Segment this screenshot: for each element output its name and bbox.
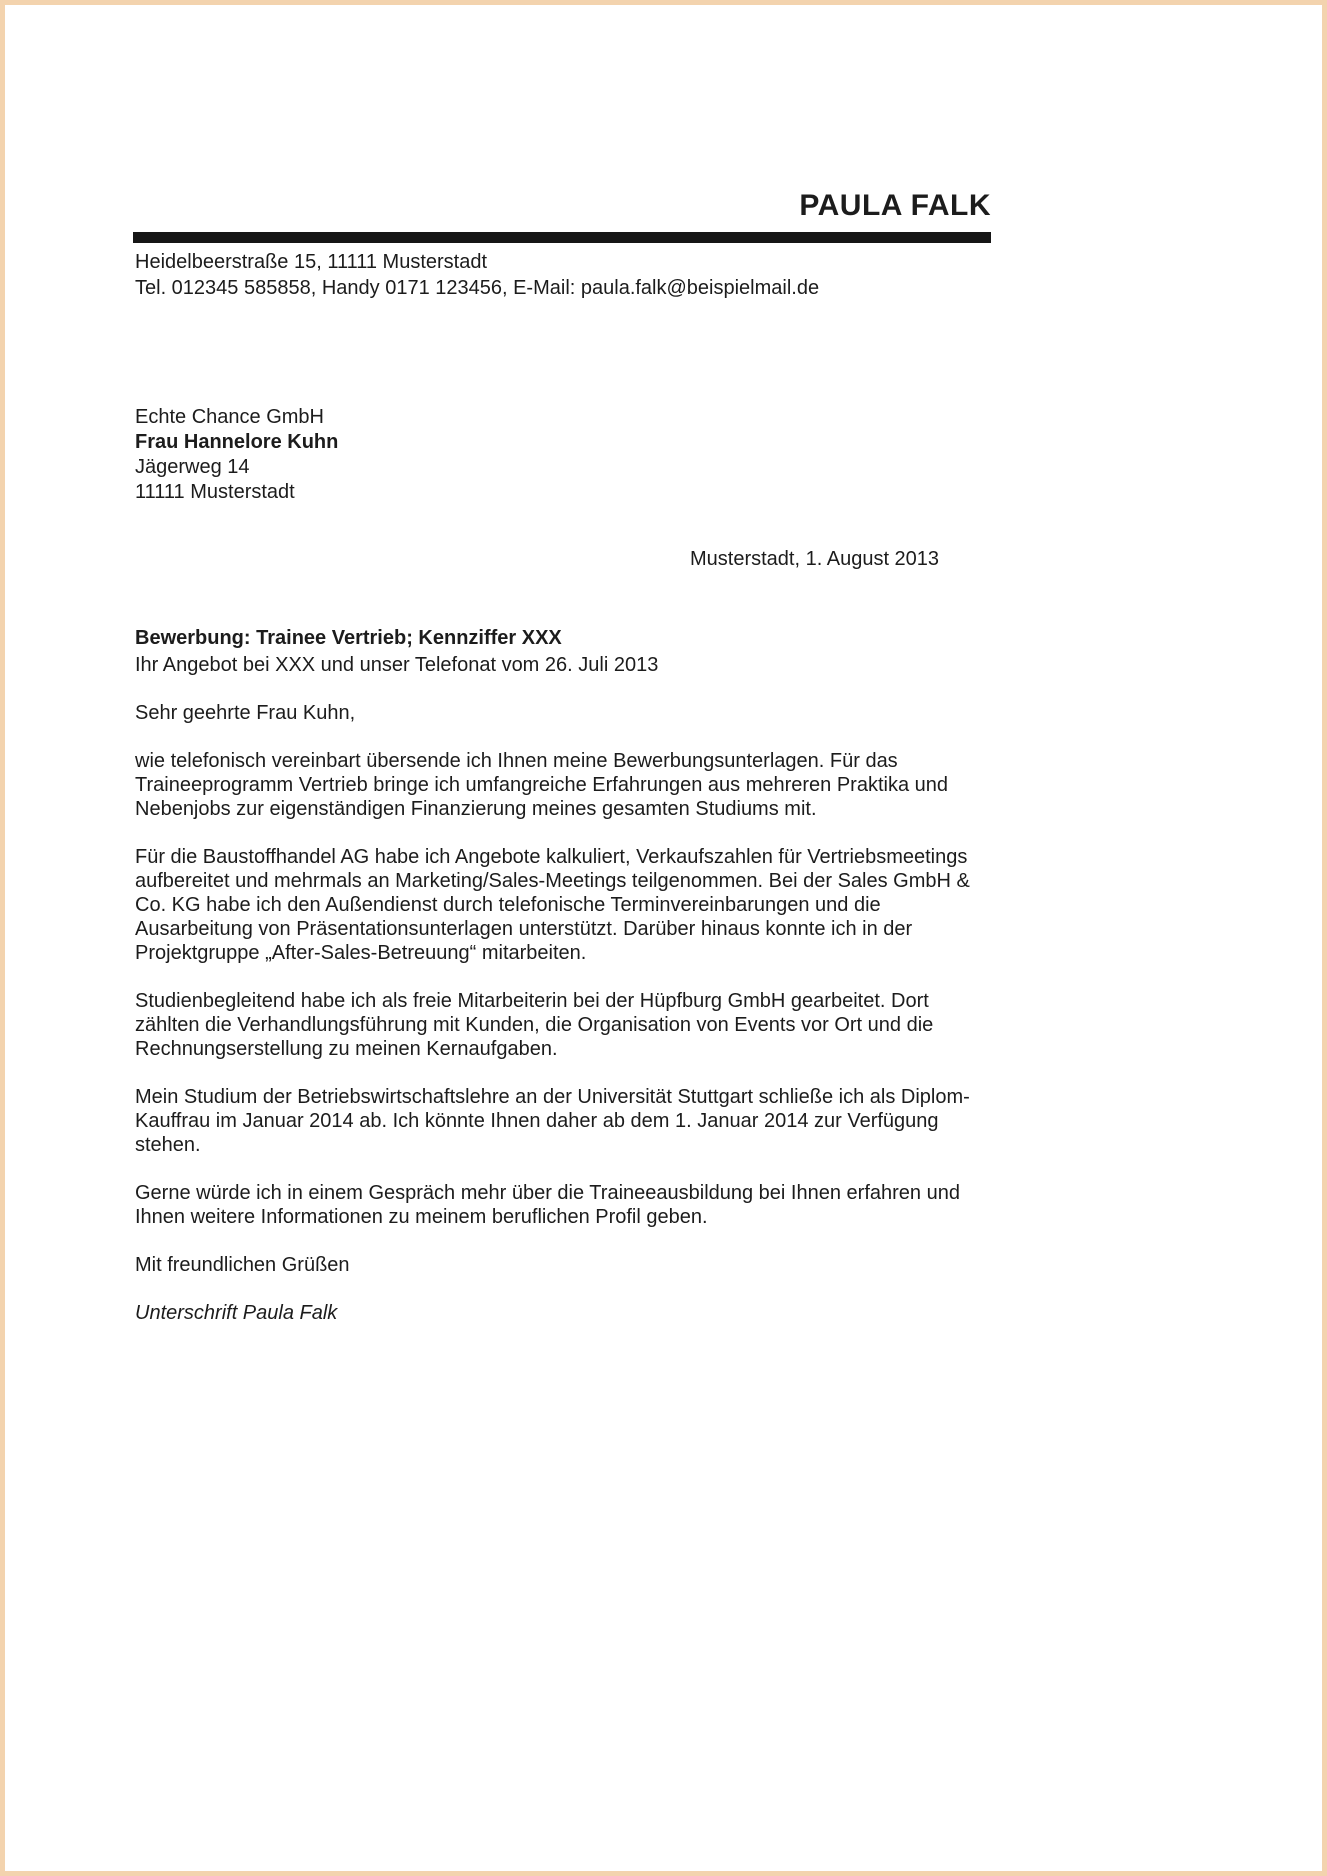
- paragraph-3: Studienbegleitend habe ich als freie Mitarbeiterin bei der Hüpfburg GmbH gearbeitet. Dort zählten die Verhandlungsführung mit Kunden, die Organisation von Events vor Ort und die Rechnungserstellung zu meinen Kernaufgaben.: [135, 990, 934, 1060]
- recipient-city: 11111 Musterstadt: [135, 481, 295, 503]
- letterhead-divider: [133, 232, 991, 243]
- sender-name: PAULA FALK: [799, 189, 991, 222]
- closing: Mit freundlichen Grüßen: [135, 1254, 350, 1276]
- paragraph-1: wie telefonisch vereinbart übersende ich Ihnen meine Bewerbungsunterlagen. Für das Traineeprogramm Vertrieb bringe ich umfangreiche Erfahrungen aus mehreren Praktika und Nebenjobs zur eigenständigen Finanzierung meines gesamten Studiums mit.: [135, 750, 949, 820]
- signature-line: Unterschrift Paula Falk: [135, 1302, 338, 1324]
- salutation: Sehr geehrte Frau Kuhn,: [135, 702, 356, 724]
- paragraph-2: Für die Baustoffhandel AG habe ich Angebote kalkuliert, Verkaufszahlen für Vertriebsmeetings aufbereitet und mehrmals an Marketing/Sales-Meetings teilgenommen. Bei der Sales GmbH & Co. KG habe ich den Außendienst durch telefonische Terminvereinbarungen und die Ausarbeitung von Präsentationsunterlagen unterstützt. Darüber hinaus konnte ich in der Projektgruppe „After-Sales-Betreuung“ mitarbeiten.: [135, 846, 970, 964]
- subject-reference-line: Ihr Angebot bei XXX und unser Telefonat vom 26. Juli 2013: [135, 654, 659, 676]
- recipient-block: [135, 405, 338, 505]
- sender-contact-line: Tel. 012345 585858, Handy 0171 123456, E-Mail: paula.falk@beispielmail.de: [135, 277, 820, 299]
- subject-block: [135, 625, 975, 679]
- paragraph-4: Mein Studium der Betriebswirtschaftslehre an der Universität Stuttgart schließe ich als Diplom-Kauffrau im Januar 2014 ab. Ich könnte Ihnen daher ab dem 1. Januar 2014 zur Verfügung stehen.: [135, 1086, 970, 1156]
- subject-line: Bewerbung: Trainee Vertrieb; Kennziffer XXX: [135, 627, 562, 649]
- paragraph-5: Gerne würde ich in einem Gespräch mehr über die Traineeausbildung bei Ihnen erfahren und Ihnen weitere Informationen zu meinem beruflichen Profil geben.: [135, 1182, 960, 1228]
- date-line: Musterstadt, 1. August 2013: [690, 548, 940, 570]
- recipient-company: Echte Chance GmbH: [135, 406, 324, 428]
- recipient-contact: Frau Hannelore Kuhn: [135, 431, 339, 453]
- recipient-street: Jägerweg 14: [135, 456, 250, 478]
- sender-address-line: Heidelbeerstraße 15, 11111 Musterstadt: [135, 251, 488, 273]
- letter-body: [135, 625, 975, 1349]
- sender-contact-block: [135, 249, 819, 301]
